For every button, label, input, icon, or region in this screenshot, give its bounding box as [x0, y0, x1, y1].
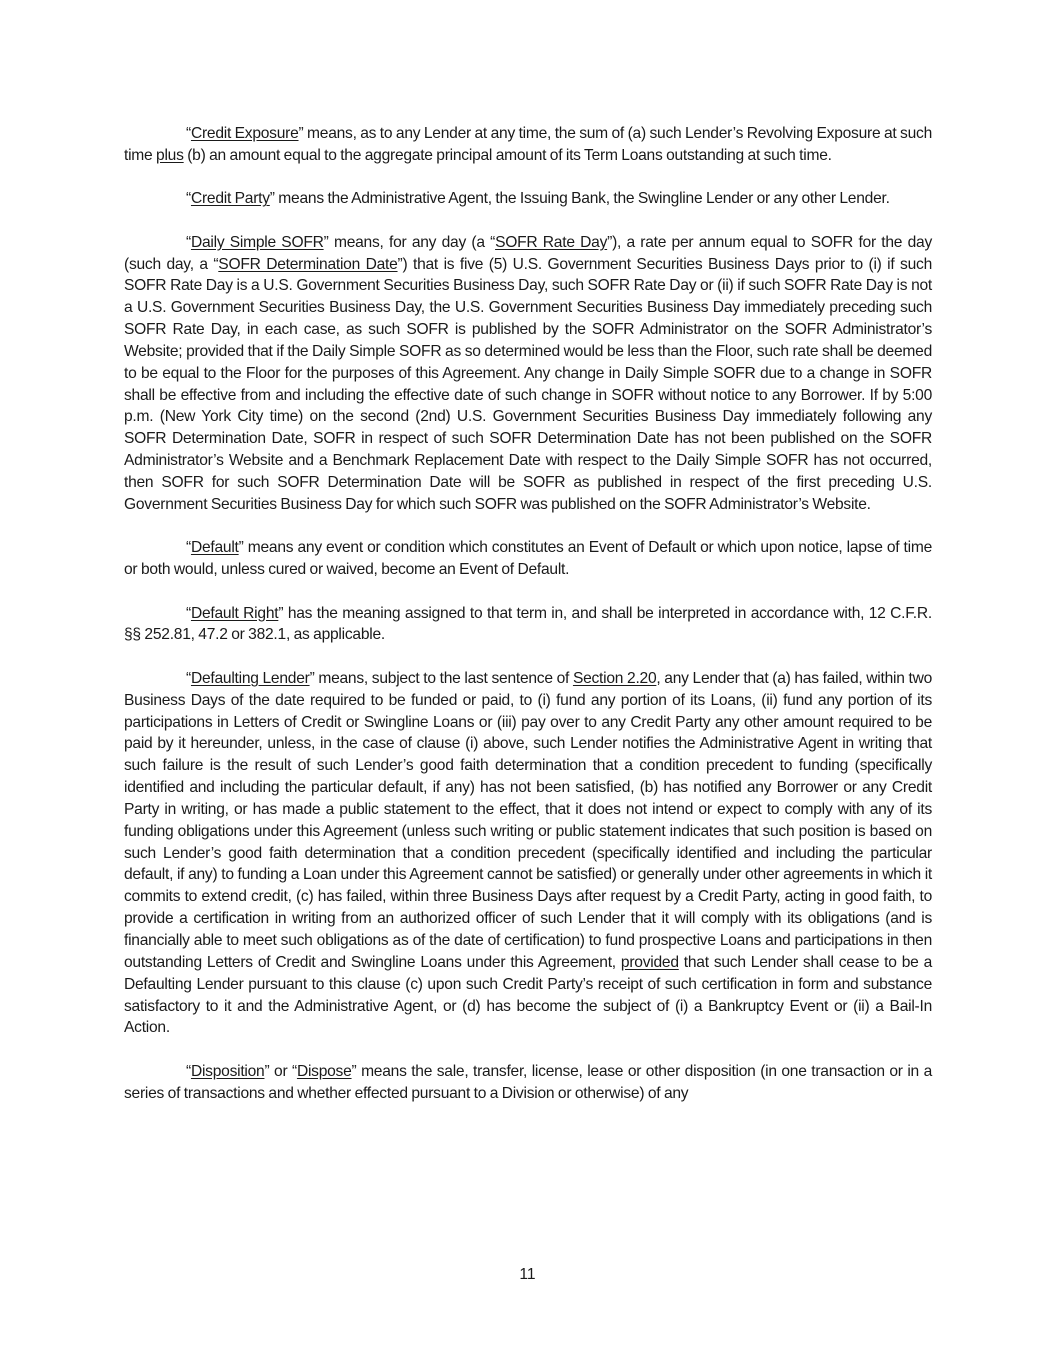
- defined-term: Daily Simple SOFR: [190, 233, 324, 251]
- document-body: [124, 123, 932, 1126]
- defined-term: provided: [620, 953, 679, 971]
- definition-paragraph-credit-exposure: [124, 123, 932, 167]
- paragraph-text: ” means, as to any Lender at any time, the sum of (a) such Lender’s Revolving Exposure at such time: [124, 125, 932, 164]
- paragraph-text: ” or “: [264, 1062, 297, 1080]
- paragraph-text: ” means the Administrative Agent, the Issuing Bank, the Swingline Lender or any other Lender.: [269, 190, 890, 208]
- paragraph-text: ” means, for any day (a “: [323, 233, 496, 251]
- paragraph-text: , any Lender that (a) has failed, within two Business Days of the date required to be funded or paid, to (i) fund any portion of its Loans, (ii) fund any portion of its participations in Letters of Credit or Swingline Loans or (iii) pay over to any Credit Party any other amount required to be paid by it hereunder, unless, in the case of clause (i) above, such Lender notifies the Administrative Agent in writing that such failure is the result of such Lender’s good faith determination that a condition precedent to funding (specifically identified and including the particular default, if any) has not been satisfied, (b) has notified any Borrower or any Credit Party in writing, or has made a public statement to the effect, that it does not intend or expect to comply with any of its funding obligations under this Agreement (unless such writing or public statement indicates that such position is based on such Lender’s good faith determination that a condition precedent (specifically identified and including the particular default, if any) to funding a Loan under this Agreement cannot be satisfied) or generally under other agreements in which it commits to extend credit, (c) has failed, within three Business Days after request by a Credit Party, acting in good faith, to provide a certification in writing from an authorized officer of such Lender that it will comply with its obligations (and is financially able to meet such obligations as of the date of certification) to fund prospective Loans and participations in then outstanding Letters of Credit and Swingline Loans under this Agreement,: [124, 669, 933, 971]
- paragraph-text: “: [186, 539, 191, 557]
- defined-term: Credit Party: [190, 190, 270, 208]
- paragraph-text: “: [186, 604, 191, 622]
- paragraph-text: ” means the sale, transfer, license, lease or other disposition (in one transaction or in a series of transactions and whether effected pursuant to a Division or otherwise) of any: [124, 1062, 932, 1102]
- paragraph-text: that such Lender shall cease to be a Defaulting Lender pursuant to this clause (c) upon such Credit Party’s receipt of such certification in form and substance satisfactory to it and the Administrative Agent, or (d) has become the subject of (i) a Bankruptcy Event or (ii) a Bail-In Action.: [124, 953, 932, 1037]
- paragraph-text: “: [186, 669, 191, 687]
- definition-paragraph-disposition: [124, 1061, 932, 1105]
- paragraph-text: “: [186, 233, 191, 251]
- page-number: 11: [519, 1266, 536, 1283]
- paragraph-text: ” means, subject to the last sentence of: [309, 669, 573, 687]
- definition-paragraph-defaulting-lender: [124, 668, 932, 1039]
- defined-term: plus: [156, 146, 184, 164]
- defined-term: Default Right: [190, 604, 279, 622]
- paragraph-text: (b) an amount equal to the aggregate principal amount of its Term Loans outstanding at such time.: [183, 146, 832, 164]
- defined-term: Section 2.20: [572, 669, 657, 687]
- definition-paragraph-default: [124, 537, 932, 581]
- defined-term: Default: [190, 539, 239, 557]
- paragraph-text: “: [186, 125, 191, 142]
- defined-term: Disposition: [190, 1062, 265, 1080]
- definition-paragraph-credit-party: [124, 188, 932, 210]
- definition-paragraph-default-right: [124, 603, 932, 647]
- definition-paragraph-daily-simple-sofr: [124, 232, 932, 516]
- paragraph-text: ” has the meaning assigned to that term in, and shall be interpreted in accordance with, 12 C.F.R. §§ 252.81, 47.2 or 382.1, as applicable.: [124, 604, 932, 644]
- paragraph-text: ”) that is five (5) U.S. Government Securities Business Days prior to (i) if such SOFR Rate Day is a U.S. Government Securities Business Day, such SOFR Rate Day or (ii) if such SOFR Rate Day is not a U.S. Government Securities Business Day, the U.S. Government Securities Business Day immediately preceding such SOFR Rate Day, in each case, as such SOFR is published by the SOFR Administrator on the SOFR Administrator’s Website; provided that if the Daily Simple SOFR as so determined would be less than the Floor, such rate shall be deemed to be equal to the Floor for the purposes of this Agreement. Any change in Daily Simple SOFR due to a change in SOFR shall be effective from and including the effective date of such change in SOFR without notice to any Borrower. If by 5:00 p.m. (New York City time) on the second (2nd) U.S. Government Securities Business Day immediately following any SOFR Determination Date, SOFR in respect of such SOFR Determination Date has not been published on the SOFR Administrator’s Website and a Benchmark Replacement Date with respect to the Daily Simple SOFR has not occurred, then SOFR for such SOFR Determination Date will be SOFR as published in respect of the first preceding U.S. Government Securities Business Day for which such SOFR was published on the SOFR Administrator’s Website.: [124, 255, 932, 513]
- paragraph-text: “: [186, 190, 191, 208]
- defined-term: Dispose: [296, 1062, 352, 1080]
- defined-term: Defaulting Lender: [190, 669, 310, 687]
- paragraph-text: ”), a rate per annum equal to SOFR for the day (such day, a “: [124, 233, 932, 273]
- defined-term: SOFR Rate Day: [495, 233, 608, 251]
- defined-term: SOFR Determination Date: [218, 255, 398, 273]
- paragraph-text: “: [186, 1062, 191, 1080]
- paragraph-text: ” means any event or condition which constitutes an Event of Default or which upon notice, lapse of time or both would, unless cured or waived, become an Event of Default.: [124, 539, 932, 579]
- defined-term: Credit Exposure: [190, 125, 299, 142]
